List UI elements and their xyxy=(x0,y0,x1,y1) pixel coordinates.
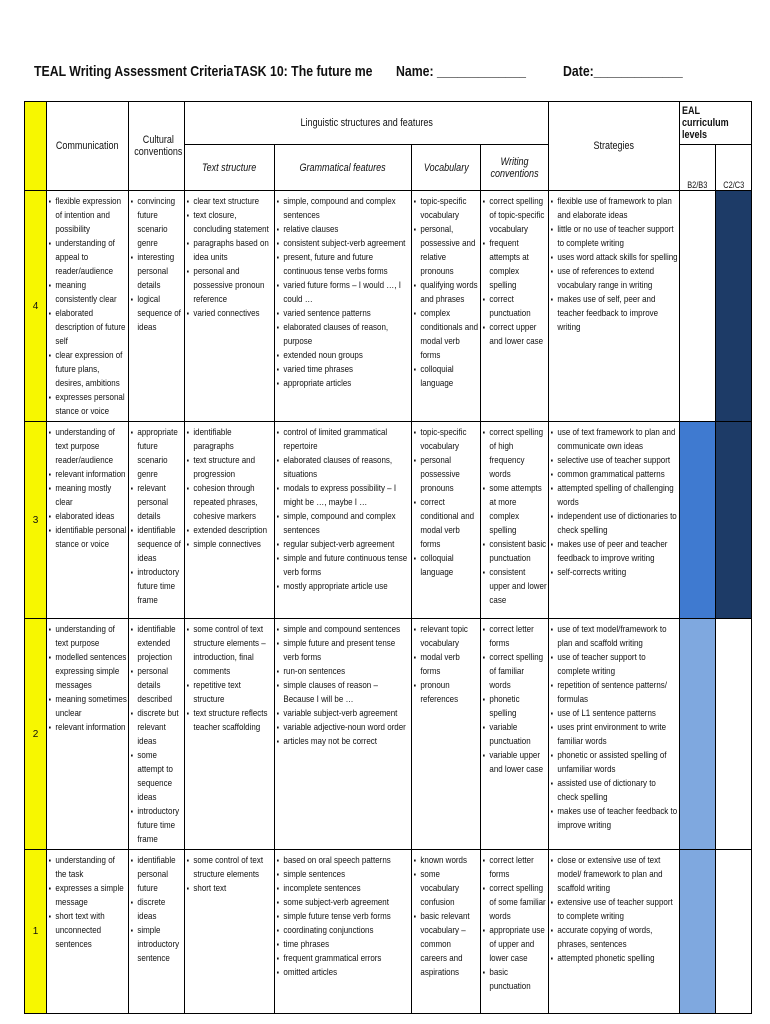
criteria-item: ▪ consistent upper and lower case xyxy=(483,566,547,608)
criteria-item: ▪ regular subject-verb agreement xyxy=(277,538,410,552)
criteria-item: ▪ convincing future scenario genre xyxy=(131,195,183,251)
c2c3-header: C2/C3 xyxy=(716,145,752,191)
cultural-cell xyxy=(129,191,185,422)
c2c3-band xyxy=(716,850,752,1014)
c2c3-band xyxy=(716,191,752,422)
criteria-list xyxy=(47,422,128,554)
criteria-item: ▪ simple and future continuous tense verb forms xyxy=(277,552,410,580)
criteria-list xyxy=(549,191,679,337)
criteria-item: ▪ variable punctuation xyxy=(483,721,547,749)
criteria-item: ▪ simple, compound and complex sentences xyxy=(277,510,410,538)
criteria-list xyxy=(129,619,184,849)
c2c3-band xyxy=(716,619,752,850)
criteria-item: ▪ logical sequence of ideas xyxy=(131,293,183,335)
criteria-item: ▪ correct spelling of familiar words xyxy=(483,651,547,693)
criteria-item: ▪ identifiable sequence of ideas xyxy=(131,524,183,566)
level-row xyxy=(25,191,752,422)
criteria-item: ▪ known words xyxy=(414,854,479,868)
criteria-item: ▪ relevant personal details xyxy=(131,482,183,524)
criteria-item: ▪ meaning sometimes unclear xyxy=(49,693,127,721)
criteria-item: ▪ short text xyxy=(187,882,273,896)
vocabulary-cell xyxy=(412,191,481,422)
criteria-list xyxy=(549,422,679,582)
communication-cell xyxy=(47,850,129,1014)
grammatical-features-header: Grammatical features xyxy=(275,145,412,191)
criteria-list xyxy=(275,619,411,751)
writing-cell xyxy=(481,619,549,850)
criteria-item: ▪ correct conditional and modal verb forms xyxy=(414,496,479,552)
criteria-item: ▪ basic punctuation xyxy=(483,966,547,994)
criteria-list xyxy=(129,422,184,610)
assessment-rubric-table xyxy=(24,101,752,1014)
b2b3-band xyxy=(680,850,716,1014)
criteria-item: ▪ correct spelling of topic-specific vocabulary xyxy=(483,195,547,237)
communication-header: Communication xyxy=(47,102,129,191)
task-title: TASK 10: The future me xyxy=(234,63,373,80)
criteria-item: ▪ present, future and future continuous tense verbs forms xyxy=(277,251,410,279)
criteria-list xyxy=(481,191,548,351)
criteria-item: ▪ simple and compound sentences xyxy=(277,623,410,637)
linguistic-structures-header: Linguistic structures and features xyxy=(185,102,549,145)
criteria-item: ▪ understanding of appeal to reader/audience xyxy=(49,237,127,279)
criteria-item: ▪ use of text model/framework to plan and scaffold writing xyxy=(551,623,678,651)
criteria-item: ▪ flexible use of framework to plan and elaborate ideas xyxy=(551,195,678,223)
criteria-item: ▪ self-corrects writing xyxy=(551,566,678,580)
criteria-item: ▪ based on oral speech patterns xyxy=(277,854,410,868)
criteria-item: ▪ pronoun references xyxy=(414,679,479,707)
criteria-list xyxy=(412,619,480,709)
criteria-item: ▪ variable upper and lower case xyxy=(483,749,547,777)
criteria-item: ▪ extended description xyxy=(187,524,273,538)
strategies-cell xyxy=(549,850,680,1014)
text-structure-header: Text structure xyxy=(185,145,275,191)
writing-cell xyxy=(481,191,549,422)
criteria-list xyxy=(185,422,274,554)
name-field: Name: _____________ xyxy=(396,63,526,80)
communication-cell xyxy=(47,619,129,850)
criteria-item: ▪ simple clauses of reason – Because I will be … xyxy=(277,679,410,707)
criteria-item: ▪ topic-specific vocabulary xyxy=(414,426,479,454)
criteria-item: ▪ colloquial language xyxy=(414,552,479,580)
criteria-list xyxy=(129,850,184,968)
criteria-item: ▪ variable subject-verb agreement xyxy=(277,707,410,721)
criteria-item: ▪ use of text framework to plan and communicate own ideas xyxy=(551,426,678,454)
criteria-item: ▪ selective use of teacher support xyxy=(551,454,678,468)
criteria-item: ▪ identifiable personal future xyxy=(131,854,183,896)
strategies-cell xyxy=(549,422,680,619)
criteria-item: ▪ makes use of self, peer and teacher feedback to improve writing xyxy=(551,293,678,335)
criteria-item: ▪ repetitive text structure xyxy=(187,679,273,707)
criteria-item: ▪ personal, possessive and relative pronouns xyxy=(414,223,479,279)
criteria-item: ▪ some attempt to sequence ideas xyxy=(131,749,183,805)
criteria-item: ▪ use of references to extend vocabulary range in writing xyxy=(551,265,678,293)
grammatical-cell xyxy=(275,422,412,619)
c2c3-band xyxy=(716,422,752,619)
vocabulary-cell xyxy=(412,619,481,850)
criteria-item: ▪ repetition of sentence patterns/ formulas xyxy=(551,679,678,707)
b2b3-band xyxy=(680,619,716,850)
criteria-item: ▪ consistent subject-verb agreement xyxy=(277,237,410,251)
page-title: TEAL Writing Assessment Criteria xyxy=(34,63,234,80)
criteria-item: ▪ correct spelling of high frequency words xyxy=(483,426,547,482)
criteria-item: ▪ text structure reflects teacher scaffolding xyxy=(187,707,273,735)
date-field: Date:_____________ xyxy=(563,63,683,80)
criteria-item: ▪ introductory future time frame xyxy=(131,566,183,608)
criteria-item: ▪ correct upper and lower case xyxy=(483,321,547,349)
criteria-item: ▪ elaborated clauses of reasons, situations xyxy=(277,454,410,482)
b2b3-header: B2/B3 xyxy=(680,145,716,191)
criteria-list xyxy=(185,619,274,737)
criteria-list xyxy=(481,850,548,996)
criteria-item: ▪ use of teacher support to complete writing xyxy=(551,651,678,679)
criteria-item: ▪ correct spelling of some familiar words xyxy=(483,882,547,924)
cultural-cell xyxy=(129,619,185,850)
criteria-item: ▪ interesting personal details xyxy=(131,251,183,293)
level-number: 1 xyxy=(25,850,47,1014)
communication-cell xyxy=(47,191,129,422)
criteria-list xyxy=(412,850,480,982)
criteria-item: ▪ text closure, concluding statement xyxy=(187,209,273,237)
criteria-list xyxy=(185,191,274,323)
criteria-item: ▪ relevant information xyxy=(49,468,127,482)
criteria-item: ▪ phonetic or assisted spelling of unfamiliar words xyxy=(551,749,678,777)
criteria-item: ▪ identifiable personal stance or voice xyxy=(49,524,127,552)
vocabulary-cell xyxy=(412,850,481,1014)
criteria-item: ▪ correct punctuation xyxy=(483,293,547,321)
criteria-item: ▪ identifiable extended projection xyxy=(131,623,183,665)
criteria-item: ▪ coordinating conjunctions xyxy=(277,924,410,938)
criteria-item: ▪ simple connectives xyxy=(187,538,273,552)
criteria-item: ▪ appropriate future scenario genre xyxy=(131,426,183,482)
criteria-item: ▪ meaning consistently clear xyxy=(49,279,127,307)
criteria-item: ▪ understanding of text purpose reader/audience xyxy=(49,426,127,468)
criteria-item: ▪ personal and possessive pronoun reference xyxy=(187,265,273,307)
criteria-item: ▪ makes use of peer and teacher feedback to improve writing xyxy=(551,538,678,566)
criteria-item: ▪ close or extensive use of text model/ framework to plan and scaffold writing xyxy=(551,854,678,896)
criteria-item: ▪ relevant topic vocabulary xyxy=(414,623,479,651)
criteria-item: ▪ use of L1 sentence patterns xyxy=(551,707,678,721)
criteria-item: ▪ discrete but relevant ideas xyxy=(131,707,183,749)
criteria-item: ▪ attempted spelling of challenging words xyxy=(551,482,678,510)
criteria-item: ▪ flexible expression of intention and possibility xyxy=(49,195,127,237)
eal-levels-header: EAL curriculum levels xyxy=(680,102,752,145)
criteria-item: ▪ run-on sentences xyxy=(277,665,410,679)
vocabulary-cell xyxy=(412,422,481,619)
criteria-item: ▪ some attempts at more complex spelling xyxy=(483,482,547,538)
criteria-item: ▪ understanding of text purpose xyxy=(49,623,127,651)
criteria-item: ▪ correct letter forms xyxy=(483,854,547,882)
criteria-list xyxy=(549,850,679,968)
criteria-item: ▪ elaborated ideas xyxy=(49,510,127,524)
grammatical-cell xyxy=(275,619,412,850)
criteria-item: ▪ phonetic spelling xyxy=(483,693,547,721)
criteria-item: ▪ little or no use of teacher support to complete writing xyxy=(551,223,678,251)
writing-conventions-header: Writing conventions xyxy=(481,145,549,191)
criteria-item: ▪ attempted phonetic spelling xyxy=(551,952,678,966)
criteria-item: ▪ modals to express possibility – I might be …, maybe I … xyxy=(277,482,410,510)
criteria-item: ▪ text structure and progression xyxy=(187,454,273,482)
criteria-item: ▪ colloquial language xyxy=(414,363,479,391)
level-header-cell xyxy=(25,102,47,191)
level-row xyxy=(25,619,752,850)
criteria-item: ▪ some vocabulary confusion xyxy=(414,868,479,910)
cultural-cell xyxy=(129,850,185,1014)
criteria-item: ▪ modelled sentences expressing simple messages xyxy=(49,651,127,693)
criteria-item: ▪ identifiable paragraphs xyxy=(187,426,273,454)
criteria-item: ▪ frequent attempts at complex spelling xyxy=(483,237,547,293)
criteria-list xyxy=(185,850,274,898)
criteria-item: ▪ frequent grammatical errors xyxy=(277,952,410,966)
level-row xyxy=(25,422,752,619)
criteria-item: ▪ simple introductory sentence xyxy=(131,924,183,966)
criteria-item: ▪ correct letter forms xyxy=(483,623,547,651)
criteria-item: ▪ time phrases xyxy=(277,938,410,952)
communication-cell xyxy=(47,422,129,619)
writing-cell xyxy=(481,422,549,619)
grammatical-cell xyxy=(275,850,412,1014)
b2b3-band xyxy=(680,422,716,619)
criteria-item: ▪ varied sentence patterns xyxy=(277,307,410,321)
criteria-item: ▪ uses print environment to write familiar words xyxy=(551,721,678,749)
cultural-cell xyxy=(129,422,185,619)
criteria-list xyxy=(549,619,679,835)
text-structure-cell xyxy=(185,619,275,850)
grammatical-cell xyxy=(275,191,412,422)
criteria-item: ▪ accurate copying of words, phrases, sentences xyxy=(551,924,678,952)
criteria-item: ▪ articles may not be correct xyxy=(277,735,410,749)
criteria-item: ▪ short text with unconnected sentences xyxy=(49,910,127,952)
text-structure-cell xyxy=(185,850,275,1014)
criteria-item: ▪ expresses a simple message xyxy=(49,882,127,910)
criteria-item: ▪ consistent basic punctuation xyxy=(483,538,547,566)
criteria-item: ▪ makes use of teacher feedback to improve writing xyxy=(551,805,678,833)
b2b3-band xyxy=(680,191,716,422)
criteria-item: ▪ elaborated clauses of reason, purpose xyxy=(277,321,410,349)
criteria-list xyxy=(47,850,128,954)
criteria-item: ▪ simple sentences xyxy=(277,868,410,882)
criteria-item: ▪ simple, compound and complex sentences xyxy=(277,195,410,223)
criteria-item: ▪ paragraphs based on idea units xyxy=(187,237,273,265)
level-number: 4 xyxy=(25,191,47,422)
criteria-item: ▪ varied time phrases xyxy=(277,363,410,377)
criteria-list xyxy=(412,422,480,582)
criteria-list xyxy=(275,850,411,982)
criteria-item: ▪ complex conditionals and modal verb forms xyxy=(414,307,479,363)
criteria-list xyxy=(47,191,128,421)
criteria-list xyxy=(275,422,411,596)
criteria-item: ▪ cohesion through repeated phrases, cohesive markers xyxy=(187,482,273,524)
criteria-item: ▪ appropriate articles xyxy=(277,377,410,391)
strategies-cell xyxy=(549,191,680,422)
criteria-item: ▪ control of limited grammatical repertoire xyxy=(277,426,410,454)
criteria-list xyxy=(481,619,548,779)
vocabulary-header: Vocabulary xyxy=(412,145,481,191)
criteria-item: ▪ relevant information xyxy=(49,721,127,735)
strategies-header: Strategies xyxy=(549,102,680,191)
criteria-item: ▪ relative clauses xyxy=(277,223,410,237)
criteria-item: ▪ mostly appropriate article use xyxy=(277,580,410,594)
strategies-cell xyxy=(549,619,680,850)
criteria-item: ▪ expresses personal stance or voice xyxy=(49,391,127,419)
criteria-item: ▪ meaning mostly clear xyxy=(49,482,127,510)
level-number: 2 xyxy=(25,619,47,850)
criteria-item: ▪ independent use of dictionaries to check spelling xyxy=(551,510,678,538)
criteria-item: ▪ some subject-verb agreement xyxy=(277,896,410,910)
text-structure-cell xyxy=(185,422,275,619)
criteria-item: ▪ incomplete sentences xyxy=(277,882,410,896)
criteria-item: ▪ varied future forms – I would …, I could … xyxy=(277,279,410,307)
cultural-conventions-header: Cultural conventions xyxy=(129,102,185,191)
criteria-item: ▪ personal possessive pronouns xyxy=(414,454,479,496)
criteria-item: ▪ omitted articles xyxy=(277,966,410,980)
criteria-item: ▪ basic relevant vocabulary – common careers and aspirations xyxy=(414,910,479,980)
criteria-item: ▪ some control of text structure elements xyxy=(187,854,273,882)
criteria-item: ▪ understanding of the task xyxy=(49,854,127,882)
criteria-item: ▪ modal verb forms xyxy=(414,651,479,679)
text-structure-cell xyxy=(185,191,275,422)
writing-cell xyxy=(481,850,549,1014)
criteria-item: ▪ uses word attack skills for spelling xyxy=(551,251,678,265)
criteria-item: ▪ some control of text structure elements – introduction, final comments xyxy=(187,623,273,679)
criteria-item: ▪ discrete ideas xyxy=(131,896,183,924)
criteria-item: ▪ elaborated description of future self xyxy=(49,307,127,349)
criteria-list xyxy=(47,619,128,737)
criteria-item: ▪ variable adjective-noun word order xyxy=(277,721,410,735)
criteria-list xyxy=(412,191,480,393)
criteria-item: ▪ assisted use of dictionary to check spelling xyxy=(551,777,678,805)
criteria-item: ▪ extended noun groups xyxy=(277,349,410,363)
criteria-item: ▪ varied connectives xyxy=(187,307,273,321)
criteria-item: ▪ topic-specific vocabulary xyxy=(414,195,479,223)
criteria-item: ▪ personal details described xyxy=(131,665,183,707)
criteria-item: ▪ simple future tense verb forms xyxy=(277,910,410,924)
criteria-item: ▪ extensive use of teacher support to complete writing xyxy=(551,896,678,924)
level-row xyxy=(25,850,752,1014)
criteria-list xyxy=(275,191,411,393)
criteria-item: ▪ qualifying words and phrases xyxy=(414,279,479,307)
criteria-list xyxy=(129,191,184,337)
criteria-item: ▪ clear text structure xyxy=(187,195,273,209)
criteria-item: ▪ clear expression of future plans, desires, ambitions xyxy=(49,349,127,391)
criteria-item: ▪ common grammatical patterns xyxy=(551,468,678,482)
level-number: 3 xyxy=(25,422,47,619)
criteria-list xyxy=(481,422,548,610)
criteria-item: ▪ simple future and present tense verb forms xyxy=(277,637,410,665)
criteria-item: ▪ appropriate use of upper and lower case xyxy=(483,924,547,966)
criteria-item: ▪ introductory future time frame xyxy=(131,805,183,847)
